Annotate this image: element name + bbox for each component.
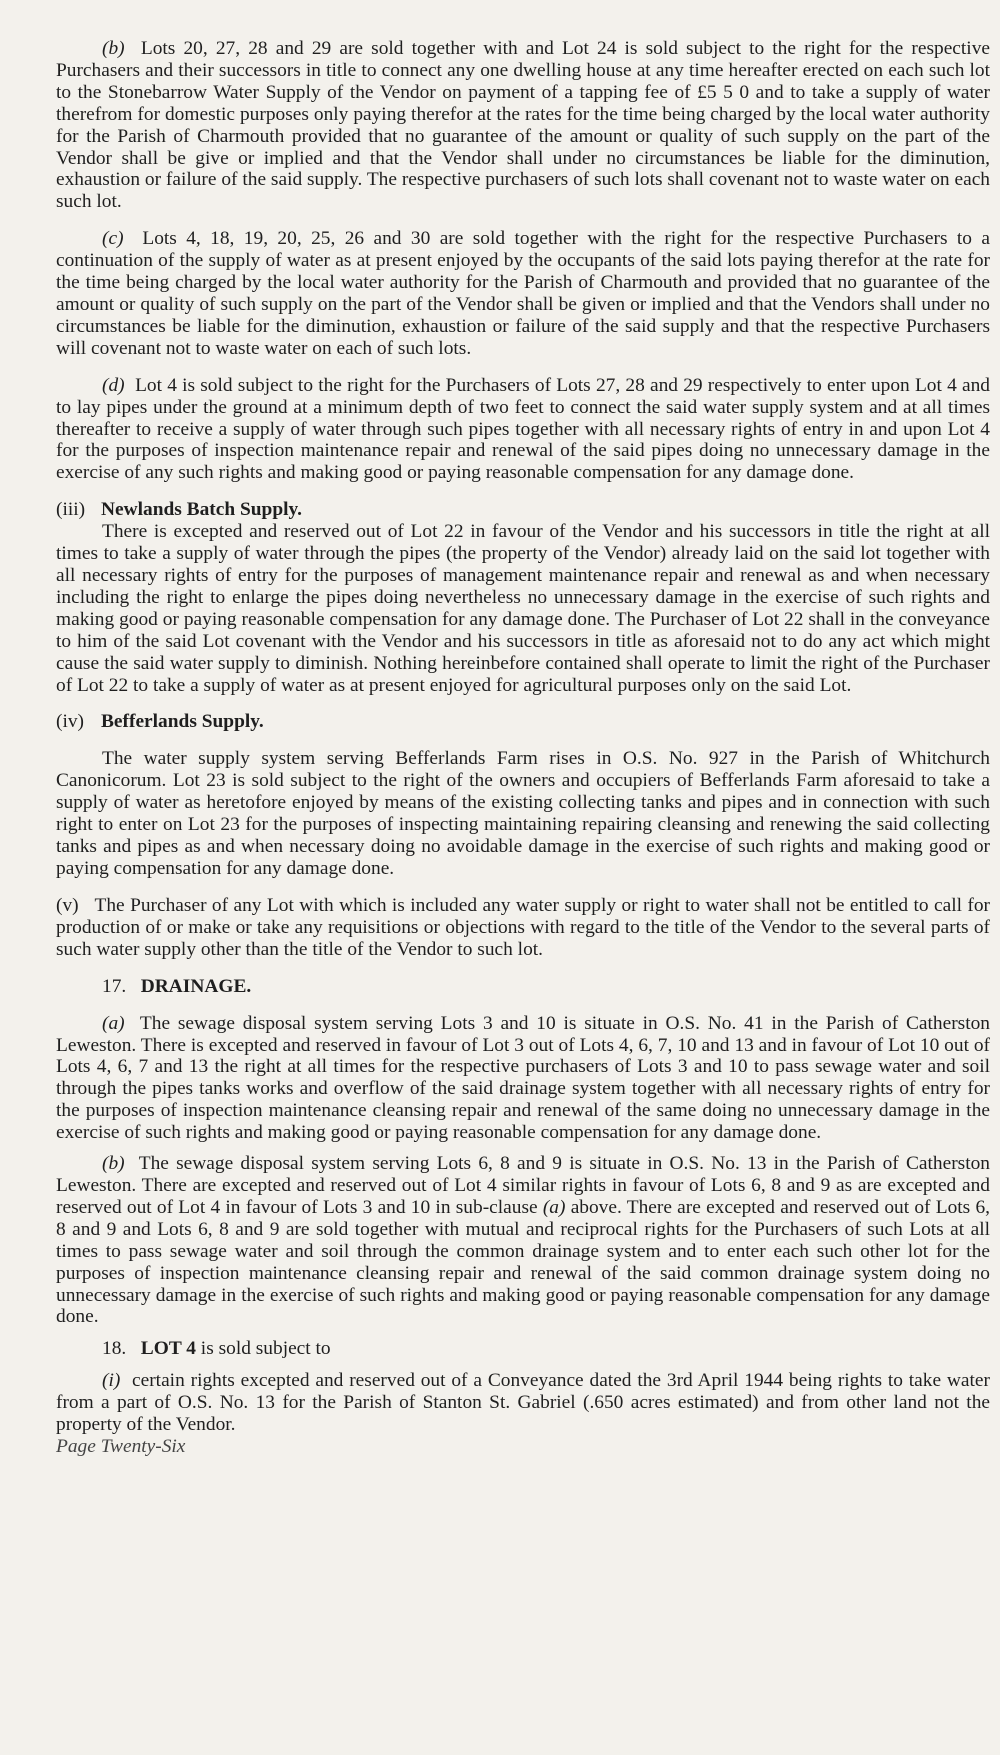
clause-text: Lot 4 is sold subject to the right for the Purchasers of Lots 27, 28 and 29 respectively to enter upon Lot 4 and to lay pipes under the ground at a minimum depth of two feet to connect the said water supply system and at all times thereafter to receive a supply of water through such pipes together with all necessary rights of entry in and upon Lot 4 for the purposes of inspection maintenance repair and renewal of the said pipes doing no unnecessary damage in the exercise of any such rights and making good or paying reasonable compensation for any damage done.: [56, 374, 990, 484]
section-title: LOT 4: [140, 1338, 196, 1360]
section-number: 17.: [102, 975, 127, 997]
section-iii-heading: [56, 499, 990, 521]
section-number: (iv): [56, 711, 84, 733]
clause-mark: (c): [102, 228, 124, 250]
clause-a-drainage: [56, 1013, 990, 1144]
clause-text: Lots 20, 27, 28 and 29 are sold together with and Lot 24 is sold subject to the right for the respective Purchasers and their successors in title to connect any one dwelling house at any time hereafter erected on each such lot to the Stonebarrow Water Supply of the Vendor on payment of a tapping fee of £5 5 0 and to take a supply of water therefrom for domestic purposes only paying therefor at the rates for the time being charged by the local water authority for the Parish of Charmouth provided that no guarantee of the amount or quality of such supply on the part of the Vendor shall be give or implied and that the Vendor shall under no circumstances be liable for the diminution, exhaustion or failure of the said supply. The respective purchasers of such lots shall covenant not to waste water on each such lot.: [56, 38, 990, 213]
clause-b-drainage: [56, 1153, 990, 1328]
section-18-heading: [102, 1338, 990, 1360]
section-title: Newlands Batch Supply.: [101, 499, 302, 521]
section-iii-text: There is excepted and reserved out of Lot 22 in favour of the Vendor and his successors in title the right at all times to take a supply of water through the pipes (the property of the Vendor) already laid on the said lot together with all necessary rights of entry for the purposes of management maintenance repair and renewal as and when necessary including the right to enlarge the pipes doing nevertheless no unnecessary damage in the exercise of such rights and making good or paying reasonable compensation for any damage done. The Purchaser of Lot 22 shall in the conveyance to him of the said Lot covenant with the Vendor and his successors in title as aforesaid not to do any act which might cause the said water supply to diminish. Nothing hereinbefore contained shall operate to limit the right of the Purchaser of Lot 22 to take a supply of water as at present enjoyed for agricultural purposes only on the said Lot.: [56, 521, 990, 696]
section-heading-rest: is sold subject to: [195, 1338, 331, 1360]
clause-i-lot4: [56, 1370, 990, 1436]
section-title: Befferlands Supply.: [101, 711, 264, 733]
clause-text: certain rights excepted and reserved out of a Conveyance dated the 3rd April 1944 being rights to take water from a part of O.S. No. 13 for the Parish of Stanton St. Gabriel (.650 acres estimated) and from other land not the property of the Vendor.: [56, 1370, 990, 1436]
clause-mark: (i): [102, 1370, 121, 1392]
section-iv-heading: [56, 711, 990, 733]
section-title: DRAINAGE.: [140, 975, 252, 997]
section-iv-text: The water supply system serving Befferlands Farm rises in O.S. No. 927 in the Parish of Whitchurch Canonicorum. Lot 23 is sold subject to the right of the owners and occupiers of Befferlands Farm aforesaid to take a supply of water as heretofore enjoyed by means of the existing collecting tanks and pipes and in connection with such right to enter on Lot 23 for the purposes of inspecting maintaining repairing cleansing and renewing the said collecting tanks and pipes as and when necessary doing no avoidable damage in the exercise of such rights and making good or paying compensation for any damage done.: [56, 748, 990, 879]
section-number: 18.: [102, 1338, 127, 1360]
clause-mark: (d): [102, 374, 125, 396]
section-number: (iii): [56, 499, 86, 521]
clause-mark: (b): [102, 38, 125, 59]
clause-text: The sewage disposal system serving Lots 6, 8 and 9 is situate in O.S. No. 13 in the Parish of Catherston Leweston. There are excepted and reserved out of Lot 4 similar rights in favour of Lots 6, 8 and 9 as are excepted and reserved out of Lot 4 in favour of Lots 3 and 10 in sub-clause: [56, 1153, 990, 1218]
page-footer-label: Page Twenty-Six: [56, 1436, 186, 1458]
clause-b-water: [56, 38, 990, 213]
clause-d-water: [56, 375, 990, 485]
clause-mark: (a): [102, 1012, 125, 1034]
clause-mark: (b): [102, 1153, 125, 1175]
clause-text: The sewage disposal system serving Lots 3 and 10 is situate in O.S. No. 41 in the Parish of Catherston Leweston. There is excepted and reserved in favour of Lot 3 out of Lots 4, 6, 7, 10 and 13 and in favour of Lot 10 out of Lots 4, 6, 7 and 13 the right at all times for the respective purchasers of Lots 3 and 10 to pass sewage water and soil through the pipes tanks works and overflow of the said drainage system together with all necessary rights of entry for the purposes of inspection maintenance cleansing repair and renewal of the same doing no unnecessary damage in the exercise of such rights and making good or paying reasonable compensation for any damage done.: [56, 1012, 990, 1144]
section-number: (v): [56, 894, 79, 916]
clause-text: Lots 4, 18, 19, 20, 25, 26 and 30 are sold together with the right for the respective Purchasers to a continuation of the supply of water as at present enjoyed by the occupants of the said lots paying therefor at the rate for the time being charged by the local water authority for the Parish of Charmouth and provided that no guarantee of the amount or quality of such supply on the part of the Vendor shall be given or implied and that the Vendors shall under no circumstances be liable for the diminution, exhaustion or failure of the said supply and that the respective Purchasers will covenant not to waste water on each of such lots.: [56, 228, 990, 359]
clause-c-water: [56, 228, 990, 359]
section-v: [56, 895, 990, 961]
section-text: The Purchaser of any Lot with which is included any water supply or right to water shall not be entitled to call for production of or make or take any requisitions or objections with regard to the title of the Vendor to the several parts of such water supply other than the title of the Vendor to such lot.: [56, 894, 990, 960]
section-17-heading: [102, 976, 990, 998]
clause-reference: (a): [542, 1196, 566, 1218]
clause-text: above. There are excepted and reserved out of Lots 6, 8 and 9 and Lots 6, 8 and 9 are sold together with mutual and reciprocal rights for the Purchasers of such Lots at all times to pass sewage water and soil through the common drainage system and to enter each such other lot for the purposes of inspection maintenance cleansing repair and renewal of the said common drainage system doing no unnecessary damage in the exercise of such rights and making good or paying reasonable compensation for any damage done.: [56, 1196, 990, 1328]
